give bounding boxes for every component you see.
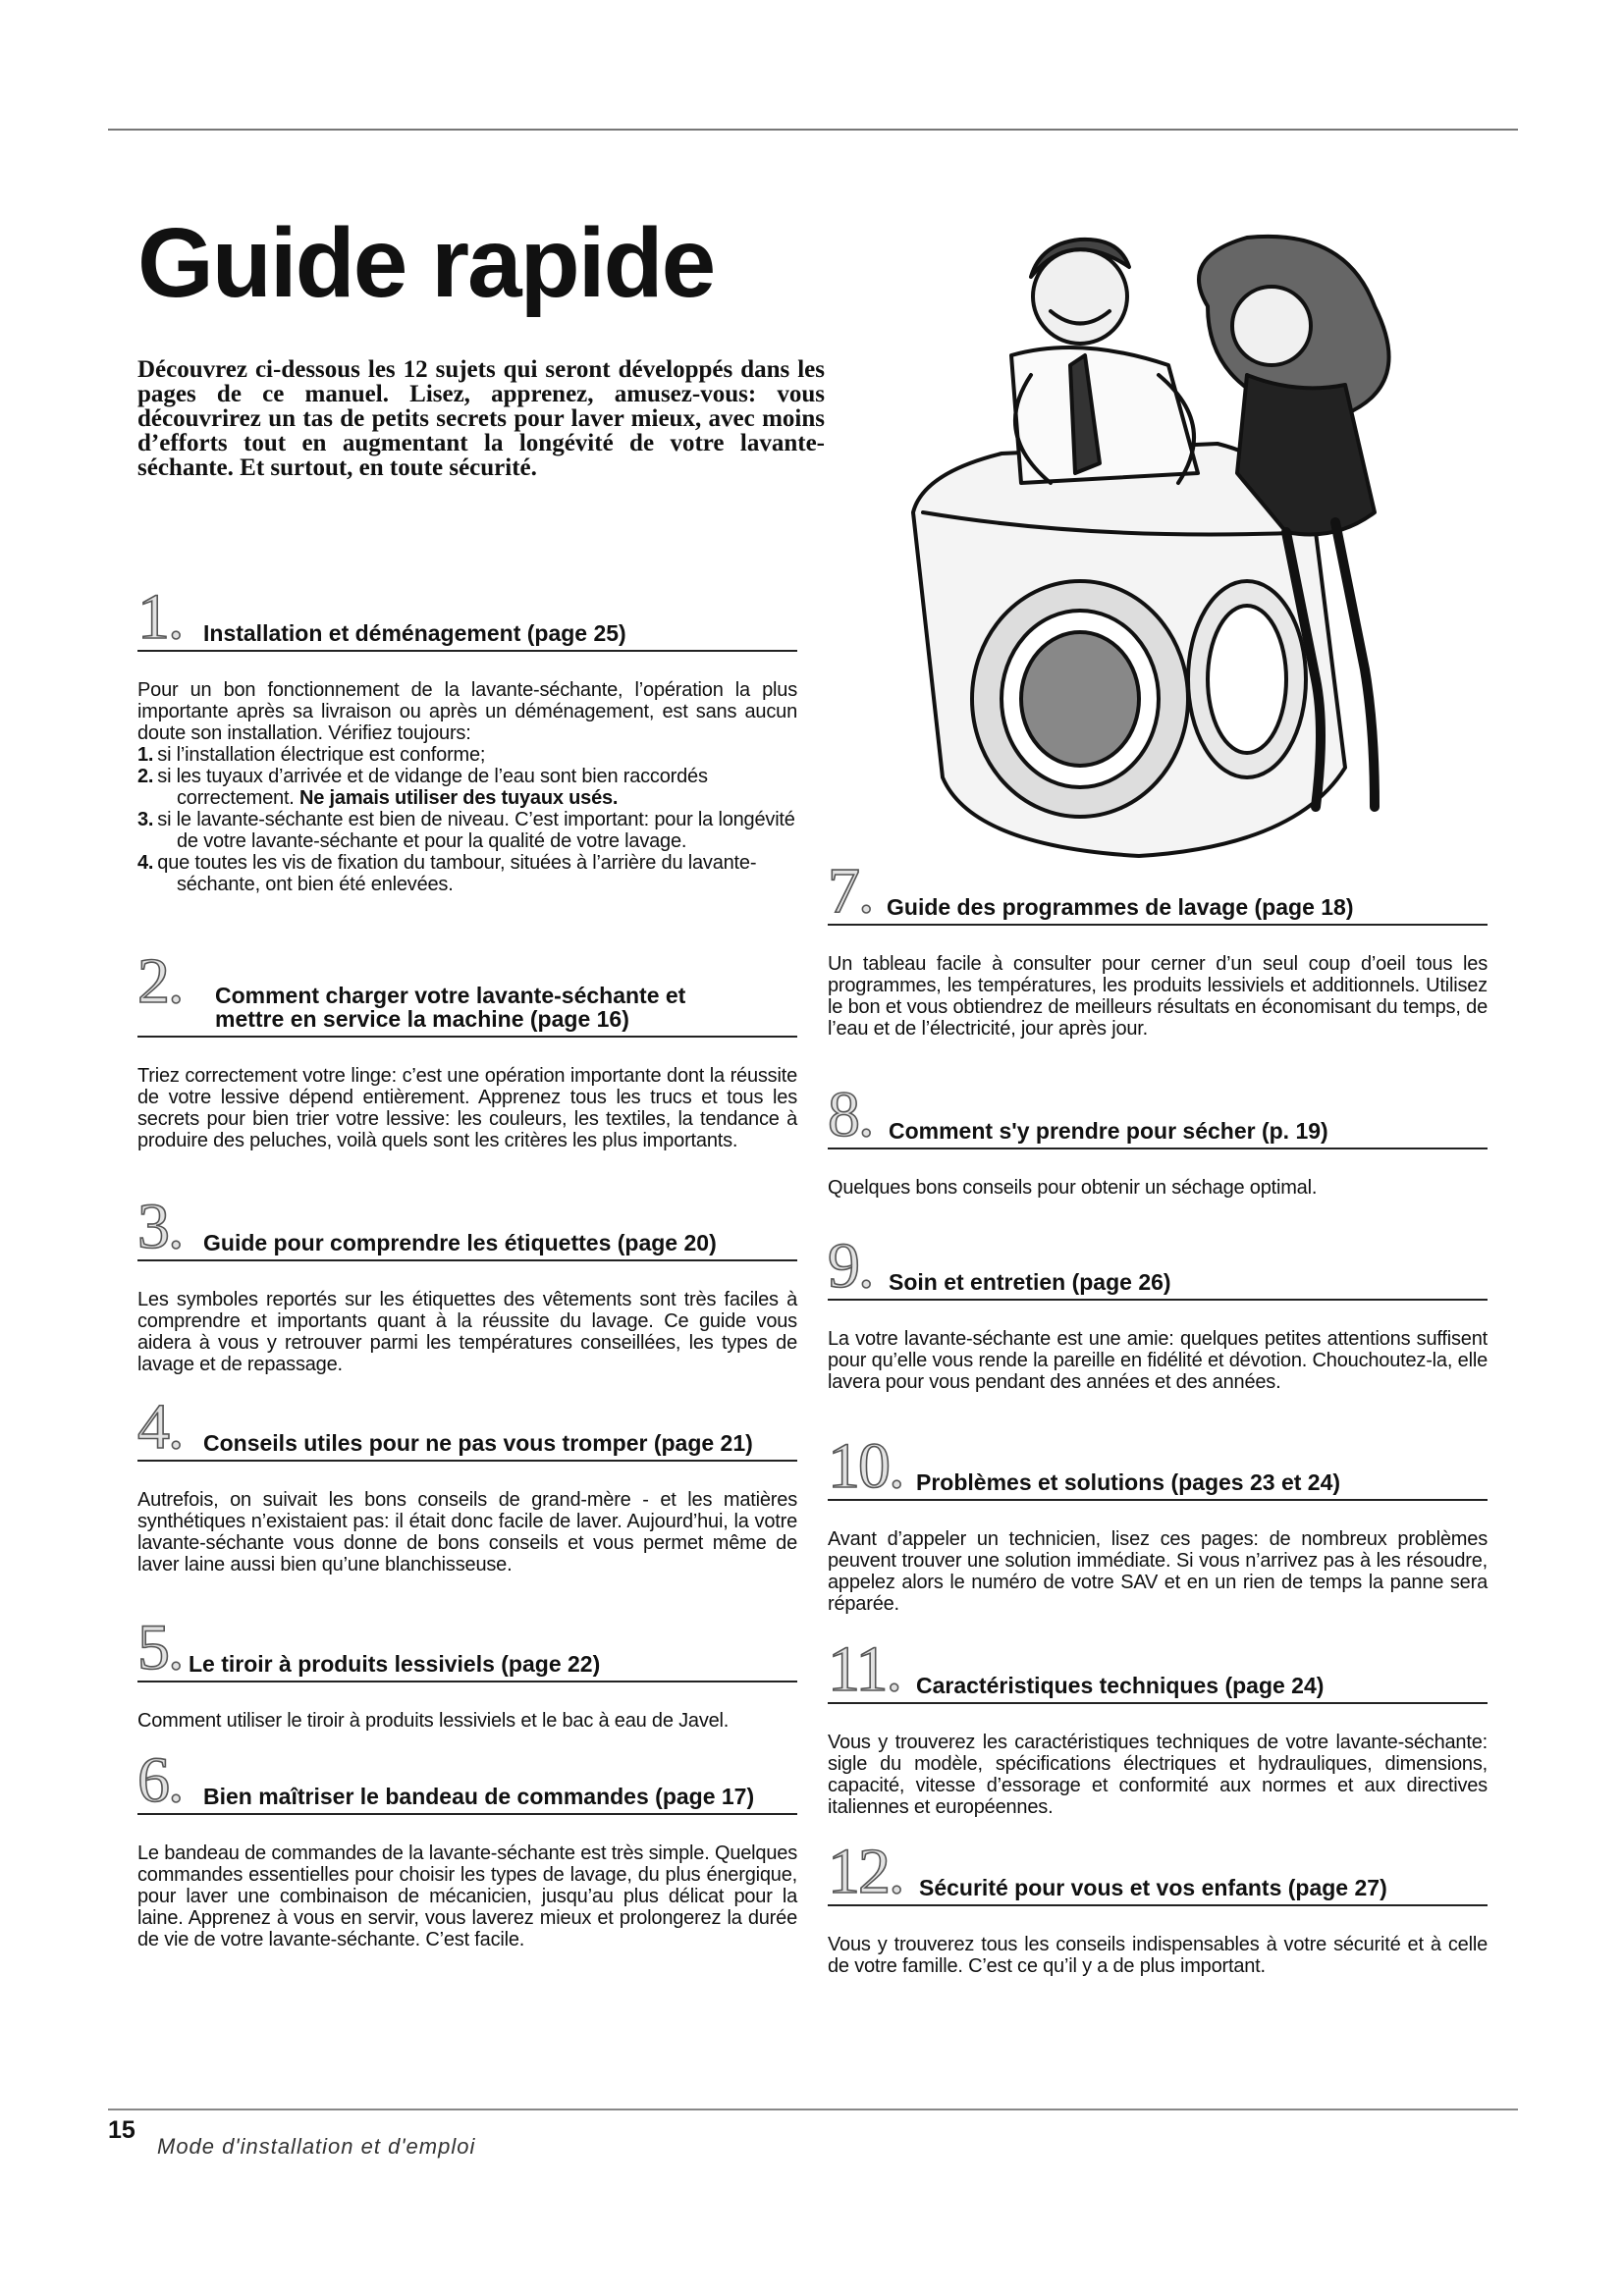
section-heading bbox=[137, 581, 797, 653]
warning-text: Ne jamais utiliser des tuyaux usés. bbox=[299, 787, 619, 809]
section-7 bbox=[828, 855, 1488, 1040]
section-body: La votre lavante-séchante est une amie: quelques petites attentions suffisent pour qu’elle vous rende la pareille en fidélité et dévotion. Chouchoutez-la, elle lavera pour vous pendant des années et des années. bbox=[828, 1328, 1488, 1393]
section-9 bbox=[828, 1230, 1488, 1393]
section-body: Le bandeau de commandes de la lavante-séchante est très simple. Quelques commandes essentielles pour choisir les types de lavage, du plus énergique, pour laver une combinaison de mécanicien, jusqu’au plus délicat pour la laine. Apprenez à vous en servir, vous laverez mieux et prolongerez la durée de vie de votre lavante-séchante. C’est facile. bbox=[137, 1842, 797, 1950]
section-number: 10. bbox=[828, 1430, 903, 1502]
section-title: Comment s'y prendre pour sécher (p. 19) bbox=[889, 1118, 1328, 1144]
section-heading bbox=[828, 855, 1488, 927]
section-11 bbox=[828, 1633, 1488, 1818]
section-number: 8. bbox=[828, 1079, 873, 1150]
section-heading bbox=[137, 1391, 797, 1463]
couple-washing-machine-illustration bbox=[884, 218, 1473, 866]
section-heading bbox=[828, 1230, 1488, 1302]
section-heading bbox=[137, 1744, 797, 1816]
list-item: 2. si les tuyaux d’arrivée et de vidange de l’eau sont bien raccordés correctement. Ne jamais utiliser des tuyaux usés. bbox=[137, 766, 708, 809]
section-body: Les symboles reportés sur les étiquettes des vêtements sont très faciles à comprendre et importants quant à la réussite du lavage. Ce guide vous aidera à vous y retrouver parmi les températures conseillées, les types de lavage et de repassage. bbox=[137, 1289, 797, 1375]
section-number: 4. bbox=[137, 1391, 183, 1463]
section-heading bbox=[828, 1836, 1488, 1907]
section-title: Soin et entretien (page 26) bbox=[889, 1269, 1171, 1295]
section-5 bbox=[137, 1612, 797, 1732]
section-number: 6. bbox=[137, 1744, 183, 1816]
section-title: Guide pour comprendre les étiquettes (page 20) bbox=[203, 1230, 717, 1255]
list-item: 4. que toutes les vis de fixation du tambour, situées à l’arrière du lavante-séchante, ont bien été enlevées. bbox=[137, 852, 757, 895]
section-heading bbox=[137, 1191, 797, 1262]
section-body: Vous y trouverez tous les conseils indispensables à votre sécurité et à celle de votre famille. C’est ce qu’il y a de plus important. bbox=[828, 1934, 1488, 1977]
section-number: 2. bbox=[137, 945, 183, 1017]
section-body: Vous y trouverez les caractéristiques techniques de votre lavante-séchante: sigle du modèle, spécifications électriques et hydrauliques, dimensions, capacité, vitesse d’essorage et conformité aux normes et aux directives italiennes et européennes. bbox=[828, 1732, 1488, 1818]
section-title: Guide des programmes de lavage (page 18) bbox=[887, 894, 1354, 920]
section-body: Comment utiliser le tiroir à produits lessiviels et le bac à eau de Javel. bbox=[137, 1710, 730, 1732]
page-title: Guide rapide bbox=[137, 208, 715, 318]
footer-manual-title: Mode d'installation et d'emploi bbox=[157, 2134, 476, 2159]
section-title: Installation et déménagement (page 25) bbox=[203, 620, 626, 646]
section-number: 11. bbox=[828, 1633, 901, 1705]
section-12 bbox=[828, 1836, 1488, 1977]
section-10 bbox=[828, 1430, 1488, 1615]
section-paragraph: Pour un bon fonctionnement de la lavante-séchante, l’opération la plus importante après sa livraison ou après un déménagement, est sans aucun doute son installation. Vérifiez toujours: bbox=[137, 679, 797, 744]
section-title: Bien maîtriser le bandeau de commandes (page 17) bbox=[203, 1784, 755, 1809]
section-heading bbox=[137, 945, 797, 1038]
section-body: Avant d’appeler un technicien, lisez ces pages: de nombreux problèmes peuvent trouver une solution immédiate. Si vous n’arrivez pas à les résoudre, appelez alors le numéro de votre SAV et en un rien de temps la panne sera réparée. bbox=[828, 1528, 1488, 1615]
section-2 bbox=[137, 945, 797, 1151]
section-number: 7. bbox=[828, 855, 873, 927]
section-body: Quelques bons conseils pour obtenir un séchage optimal. bbox=[828, 1177, 1318, 1199]
section-1 bbox=[137, 581, 797, 895]
section-title: Caractéristiques techniques (page 24) bbox=[916, 1673, 1325, 1698]
section-number: 3. bbox=[137, 1191, 183, 1262]
section-title-line1: Comment charger votre lavante-séchante et bbox=[215, 983, 686, 1008]
page-number: 15 bbox=[108, 2116, 135, 2144]
section-number: 9. bbox=[828, 1230, 873, 1302]
bottom-rule bbox=[108, 2109, 1518, 2110]
section-number: 5. bbox=[137, 1612, 183, 1683]
section-title: Sécurité pour vous et vos enfants (page 27) bbox=[919, 1875, 1387, 1900]
section-number: 12. bbox=[828, 1836, 903, 1907]
section-title-line2: mettre en service la machine (page 16) bbox=[215, 1006, 629, 1032]
section-title: Le tiroir à produits lessiviels (page 22) bbox=[189, 1651, 601, 1677]
section-number: 1. bbox=[137, 581, 183, 653]
section-title: Problèmes et solutions (pages 23 et 24) bbox=[916, 1469, 1341, 1495]
section-body bbox=[137, 679, 797, 895]
section-heading bbox=[137, 1612, 797, 1683]
list-item: 1. si l’installation électrique est conforme; bbox=[137, 744, 486, 766]
section-body: Autrefois, on suivait les bons conseils de grand-mère - et les matières synthétiques n’existaient pas: il était donc facile de laver. Aujourd’hui, la votre lavante-séchante vous donne de bons conseils et vous permet même de laver laine aussi bien qu’une blanchisseuse. bbox=[137, 1489, 797, 1575]
intro-paragraph: Découvrez ci-dessous les 12 sujets qui seront développés dans les pages de ce manuel. Lisez, apprenez, amusez-vous: vous découvrirez un tas de petits secrets pour laver mieux, avec moins d’efforts tout en augmentant la longévité de votre lavante-séchante. Et surtout, en toute sécurité. bbox=[137, 356, 825, 481]
section-heading bbox=[828, 1633, 1488, 1705]
list-item: 3. si le lavante-séchante est bien de niveau. C’est important: pour la longévité de votre lavante-séchante et pour la qualité de votre lavage. bbox=[137, 809, 795, 852]
section-8 bbox=[828, 1079, 1488, 1199]
checklist bbox=[137, 744, 797, 895]
section-4 bbox=[137, 1391, 797, 1575]
section-6 bbox=[137, 1744, 797, 1950]
section-heading bbox=[828, 1079, 1488, 1150]
section-body: Triez correctement votre linge: c’est une opération importante dont la réussite de votre lessive dépend entièrement. Apprenez tous les trucs et tous les secrets pour bien trier votre lessive: les couleurs, les textiles, la tendance à produire des peluches, voilà quels sont les critères les plus importants. bbox=[137, 1065, 797, 1151]
section-title: Conseils utiles pour ne pas vous tromper (page 21) bbox=[203, 1430, 753, 1456]
section-body: Un tableau facile à consulter pour cerner d’un seul coup d’oeil tous les programmes, les températures, les produits lessiviels et additionnels. Utilisez le bon et vous obtiendrez de meilleurs résultats en économisant du temps, de l’eau et de l’électricité, jour après jour. bbox=[828, 953, 1488, 1040]
top-rule bbox=[108, 129, 1518, 131]
section-3 bbox=[137, 1191, 797, 1375]
section-heading bbox=[828, 1430, 1488, 1502]
